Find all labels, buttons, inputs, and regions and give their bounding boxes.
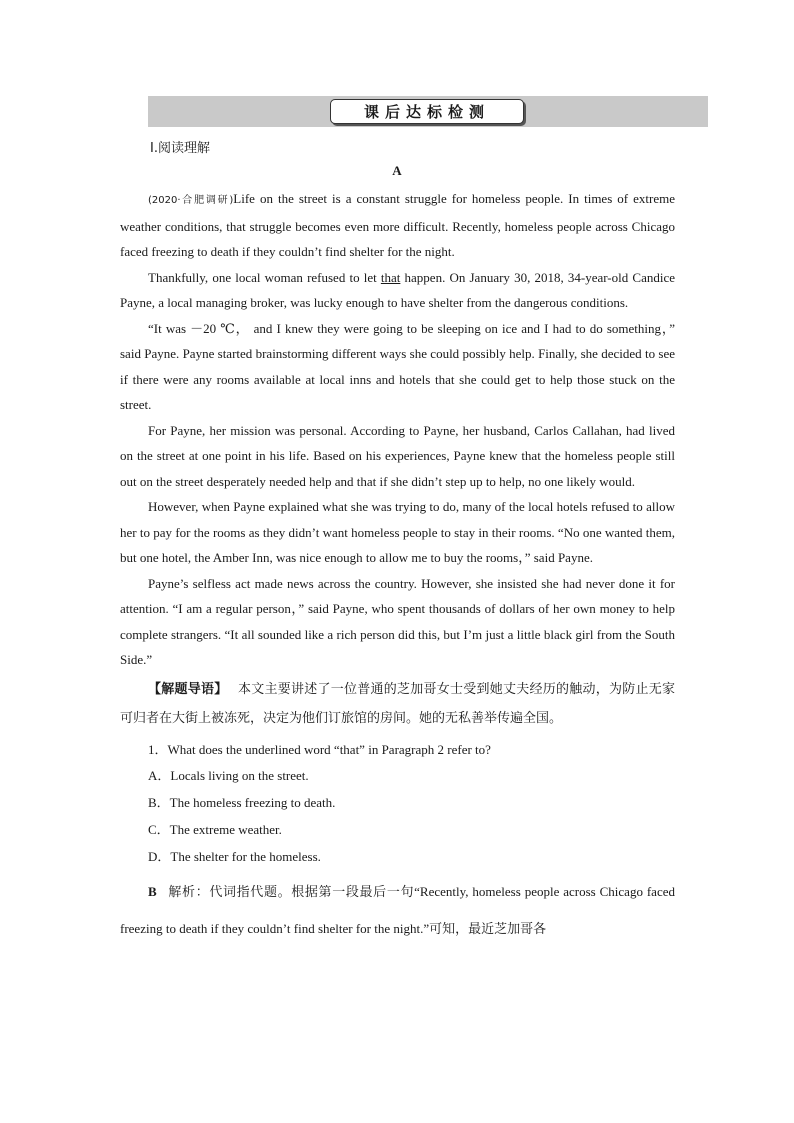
- paragraph-5: However, when Payne explained what she was trying to do, many of the local hotels refused to allow her to pay for the rooms as they didn’t want homeless people to stay in their rooms. “No one wanted them, but one hotel, the Amber Inn, was nice enough to allow me to buy the rooms，” said Payne.: [120, 499, 675, 565]
- answer-1: [120, 874, 675, 947]
- option-a: A．Locals living on the street.: [148, 768, 309, 783]
- question-1-stem: 1．What does the underlined word “that” in Paragraph 2 refer to?: [148, 741, 491, 757]
- answer-label: 解析：代词指代题。根据第一段最后一句: [168, 885, 415, 900]
- paragraph-4: For Payne, her mission was personal. According to Payne, her husband, Carlos Callahan, had lived on the street at one point in his life. Based on his experiences, Payne knew that the homeless people still out on the street desperately needed help and that if she didn’t step up to help, no one likely would.: [120, 422, 675, 489]
- paragraph-6: Payne’s selfless act made news across the country. However, she insisted she had never done it for attention. “I am a regular person，” said Payne, who spent thousands of dollars of her own money to help complete strangers. “It all sounded like a rich person did this, but I’m just a little black girl from the South Side.”: [120, 575, 675, 667]
- paragraph-2: Thankfully, one local woman refused to let that happen. On January 30, 2018, 34-year-old Candice Payne, a local managing broker, was lucky enough to have shelter from the dangerous conditions.: [120, 269, 675, 310]
- header-banner: [148, 96, 708, 127]
- guide-text: 本文主要讲述了一位普通的芝加哥女士受到她丈夫经历的触动，为防止无家可归者在大街上被冻死，决定为他们订旅馆的房间。她的无私善举传遍全国。: [120, 681, 675, 726]
- section-title: Ⅰ.阅读理解: [150, 141, 210, 156]
- reading-guide: [120, 675, 675, 733]
- paragraph-3: “It was －20 ℃， and I knew they were going to be sleeping on ice and I had to do something，” said Payne. Payne started brainstorming different ways she could possibly help. Finally, she decided to see if there were any rooms available at local inns and hotels that she could get to help those stuck on the street.: [120, 320, 675, 412]
- document-body: [120, 186, 675, 947]
- option-c: C．The extreme weather.: [148, 822, 282, 837]
- paragraph-1: [120, 186, 675, 265]
- option-d: D．The shelter for the homeless.: [148, 849, 321, 864]
- passage-letter: A: [392, 163, 402, 178]
- answer-text: “Recently, homeless people across Chicago faced freezing to death if they couldn’t find shelter for the night.”可知，最近芝加哥各: [120, 884, 675, 936]
- banner-title: 课后达标检测: [330, 99, 524, 124]
- option-b: B．The homeless freezing to death.: [148, 795, 336, 810]
- underlined-word: that: [380, 269, 401, 285]
- source-note: (2020·合肥调研): [148, 195, 234, 206]
- guide-tag: 【解题导语】: [148, 681, 228, 697]
- answer-key: B: [148, 884, 157, 899]
- paragraph-1-text: Life on the street is a constant struggle for homeless people. In times of extreme weather conditions, that struggle becomes even more difficult. Recently, homeless people across Chicago faced freezing to death if they couldn’t find shelter for the night.: [120, 191, 675, 259]
